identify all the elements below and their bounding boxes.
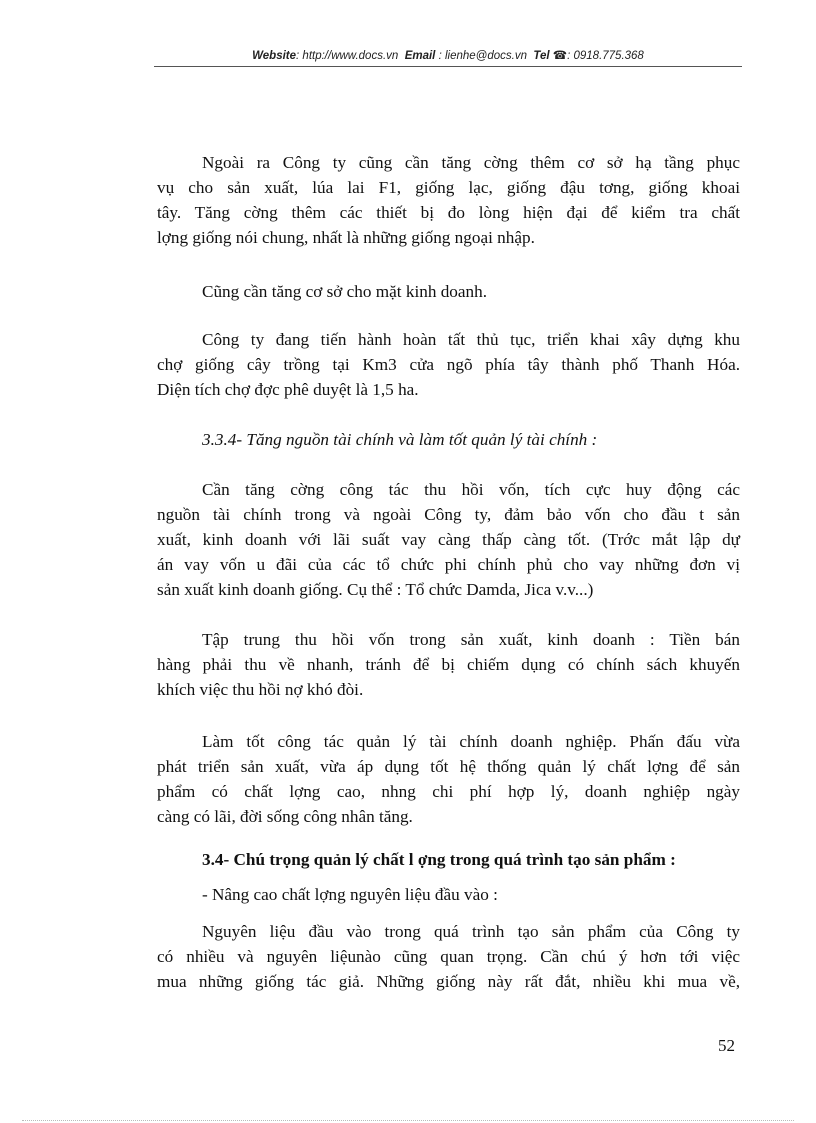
text-line: Làm tốt công tác quản lý tài chính doanh nghiệp. Phấn đấu vừa [202,732,740,751]
section-heading-3-3-4 [157,427,740,452]
heading-text: 3.4- Chú trọng quản lý chất l ợng trong quá trình tạo sản phẩm : [202,850,676,869]
paragraph-raw-materials [157,919,740,994]
phone-icon: ☎ [552,50,568,62]
tel-label: Tel [533,50,550,62]
section-heading-3-4 [157,847,740,872]
email-label: Email [404,50,436,62]
heading-text: 3.3.4- Tăng nguồn tài chính và làm tốt quản lý tài chính : [202,430,598,449]
text-line: vụ cho sản xuất, lúa lai F1, giống lạc, giống đậu tơng, giống khoai [157,178,740,197]
page-number: 52 [718,1036,735,1055]
text-line: mua những giống tác giả. Những giống này rất đắt, nhiều khi mua về, [157,972,740,991]
paragraph-debt-collection [157,627,740,702]
text-line: phẩm có chất lợng cao, nhng chi phí hợp lý, doanh nghiệp ngày [157,782,740,801]
page-bottom-divider [22,1120,794,1121]
website-value: : http://www.docs.vn [296,50,399,62]
text-line: phát triển sản xuất, vừa áp dụng tốt hệ thống quản lý chất lợng để sản [157,757,740,776]
paragraph-business-base [157,279,740,304]
text-line: Cần tăng cờng công tác thu hồi vốn, tích cực huy động các [202,480,740,499]
text-line: càng có lãi, đời sống công nhân tăng. [157,807,413,826]
paragraph-input-quality [157,882,740,907]
text-line: sản xuất kinh doanh giống. Cụ thể : Tổ chức Damda, Jica v.v...) [157,580,594,599]
text-line: xuất, kinh doanh với lãi suất vay càng thấp càng tốt. (Trớc mắt lập dự [157,530,740,549]
paragraph-infrastructure [157,150,740,250]
text-line: chợ giống cây trồng tại Km3 cửa ngõ phía tây thành phố Thanh Hóa. [157,355,740,374]
tel-value: : 0918.775.368 [567,50,644,62]
text-line: hàng phải thu về nhanh, tránh để bị chiếm dụng có chính sách khuyến [157,655,740,674]
paragraph-capital-recovery [157,477,740,602]
text-line: Ngoài ra Công ty cũng cần tăng cờng thêm cơ sở hạ tầng phục [202,153,740,172]
website-label: Website [252,50,297,62]
text-line: tây. Tăng cờng thêm các thiết bị đo lòng hiện đại để kiểm tra chất [157,203,740,222]
text-line: lợng giống nói chung, nhất là những giống ngoại nhập. [157,228,535,247]
text-line: có nhiều và nguyên liệunào cũng quan trọng. Cần chú ý hơn tới việc [157,947,740,966]
text-line: án vay vốn u đãi của các tổ chức phi chính phủ cho vay những đơn vị [157,555,740,574]
text-line: Diện tích chợ đợc phê duyệt là 1,5 ha. [157,380,419,399]
header-divider [154,66,742,67]
text-line: Nguyên liệu đầu vào trong quá trình tạo sản phẩm của Công ty [202,922,740,941]
text-line: Công ty đang tiến hành hoàn tất thủ tục, triển khai xây dựng khu [202,330,740,349]
text-line: nguồn tài chính trong và ngoài Công ty, đảm bảo vốn cho đầu t sản [157,505,740,524]
paragraph-seed-market [157,327,740,402]
email-value: : lienhe@docs.vn [438,50,527,62]
text-line: Tập trung thu hồi vốn trong sản xuất, kinh doanh : Tiền bán [202,630,740,649]
text-line: Cũng cần tăng cơ sở cho mặt kinh doanh. [202,282,488,301]
paragraph-financial-management [157,729,740,829]
text-line: - Nâng cao chất lợng nguyên liệu đầu vào : [202,885,498,904]
text-line: khích việc thu hồi nợ khó đòi. [157,680,364,699]
page-header [154,48,742,62]
